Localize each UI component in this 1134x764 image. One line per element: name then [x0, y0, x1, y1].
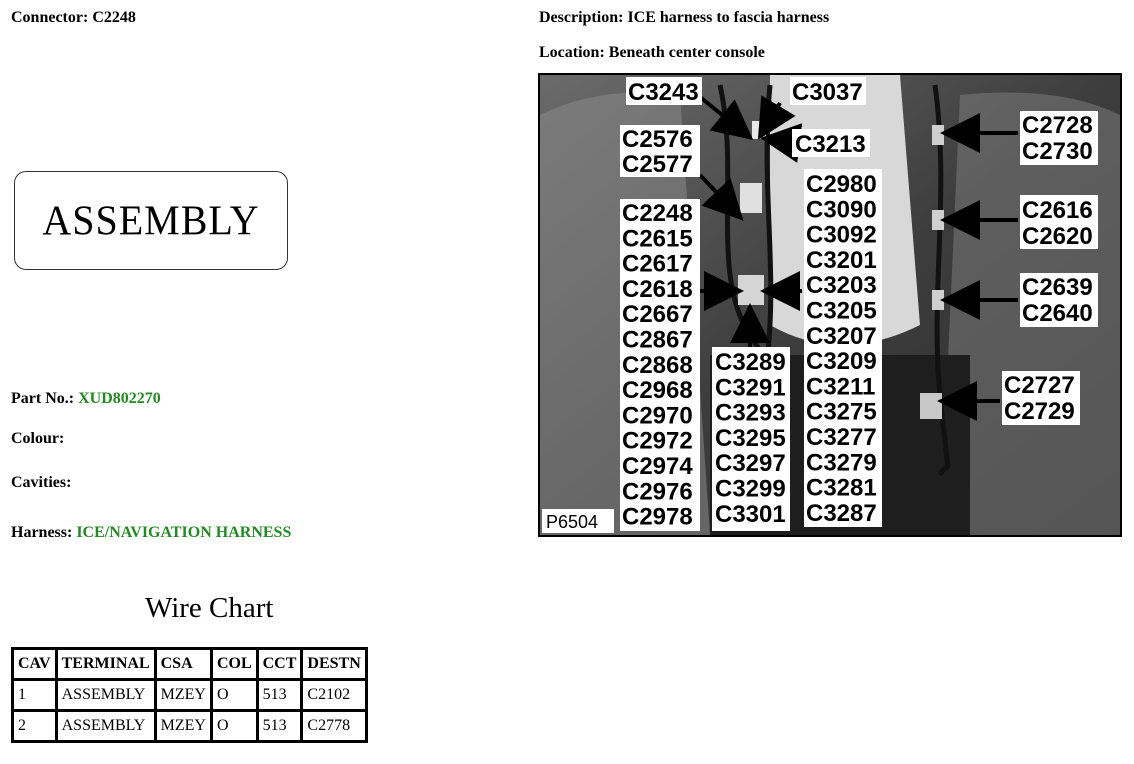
callout-c3289: C3289 — [715, 349, 786, 376]
callout-c3211: C3211 — [806, 373, 876, 401]
cell-csa: MZEY — [155, 680, 211, 711]
connector-blob — [740, 183, 762, 213]
callout-c3299: C3299 — [715, 475, 786, 503]
colour-field — [11, 430, 64, 448]
harness-field — [11, 524, 291, 542]
callout-c2727: C2727 — [1004, 372, 1075, 399]
callout-c3201: C3201 — [806, 246, 877, 274]
part-no-label: Part No.: — [11, 390, 75, 407]
header-destn: DESTN — [302, 649, 366, 680]
harness-link[interactable]: ICE/NAVIGATION HARNESS — [76, 524, 292, 541]
cell-col: O — [211, 680, 257, 711]
description-field — [539, 9, 829, 27]
location-label: Location: — [539, 44, 605, 61]
callout-c3291: C3291 — [715, 374, 786, 402]
cell-col: O — [211, 711, 257, 742]
callout-c3281: C3281 — [806, 474, 877, 502]
connector-blob — [932, 210, 944, 230]
table-header-row — [13, 649, 367, 680]
connector-blob — [738, 275, 764, 305]
callout-c3297: C3297 — [715, 450, 786, 478]
callout-c3301: C3301 — [715, 500, 786, 528]
cell-terminal: ASSEMBLY — [56, 711, 155, 742]
cell-cct: 513 — [257, 711, 302, 742]
cell-destn: C2778 — [302, 711, 366, 742]
callout-column-middle — [715, 349, 786, 528]
callout-c2728: C2728 — [1022, 112, 1093, 139]
callout-c2970: C2970 — [622, 402, 693, 430]
connector-blob — [932, 125, 944, 145]
callout-c2729: C2729 — [1004, 398, 1075, 425]
callout-c2867: C2867 — [622, 326, 693, 354]
harness-label: Harness: — [11, 524, 73, 541]
location-photo — [538, 73, 1122, 537]
callout-c2667: C2667 — [622, 301, 693, 329]
callout-c3275: C3275 — [806, 398, 877, 426]
callout-c3203: C3203 — [806, 272, 877, 300]
description-label: Description: — [539, 9, 624, 26]
callout-column-right — [806, 171, 877, 527]
connector-value: C2248 — [92, 9, 136, 26]
connector-field — [11, 9, 136, 27]
cell-cav: 1 — [13, 680, 57, 711]
callout-c2974: C2974 — [622, 453, 693, 480]
callout-c2978: C2978 — [622, 503, 693, 531]
callout-c2639: C2639 — [1022, 274, 1093, 301]
description-value: ICE harness to fascia harness — [627, 9, 830, 26]
callout-c3205: C3205 — [806, 297, 877, 325]
cavities-label: Cavities: — [11, 474, 72, 491]
callout-c2620: C2620 — [1022, 223, 1093, 250]
callout-c3293: C3293 — [715, 399, 786, 427]
callout-c3092: C3092 — [806, 221, 877, 249]
table-row — [13, 680, 367, 711]
header-terminal: TERMINAL — [56, 649, 155, 680]
cell-destn: C2102 — [302, 680, 366, 711]
callout-c2618: C2618 — [622, 275, 693, 303]
header-col: COL — [211, 649, 257, 680]
callout-c3207: C3207 — [806, 322, 877, 350]
callout-c3213: C3213 — [795, 131, 866, 158]
assembly-text: ASSEMBLY — [42, 196, 260, 245]
cell-terminal: ASSEMBLY — [56, 680, 155, 711]
callout-c2248: C2248 — [622, 200, 693, 227]
callout-c3209: C3209 — [806, 348, 877, 376]
connector-blob — [920, 393, 942, 419]
wire-chart-title: Wire Chart — [145, 592, 274, 624]
cell-csa: MZEY — [155, 711, 211, 742]
location-value: Beneath center console — [608, 44, 765, 61]
callout-c2976: C2976 — [622, 478, 693, 506]
callout-c2617: C2617 — [622, 250, 693, 278]
cell-cct: 513 — [257, 680, 302, 711]
callout-c3090: C3090 — [806, 196, 877, 224]
callout-c2868: C2868 — [622, 351, 693, 379]
header-cav: CAV — [13, 649, 57, 680]
callout-c3037: C3037 — [792, 79, 863, 106]
connector-blob — [932, 290, 944, 310]
callout-c2730: C2730 — [1022, 138, 1093, 165]
part-no-field — [11, 390, 161, 408]
callout-c2577: C2577 — [622, 151, 693, 178]
callout-c3287: C3287 — [806, 499, 877, 527]
table-row — [13, 711, 367, 742]
photo-ref: P6504 — [546, 512, 599, 532]
connector-label: Connector: — [11, 9, 89, 26]
callout-c2615: C2615 — [622, 225, 693, 253]
callout-c2616: C2616 — [1022, 197, 1093, 224]
callout-c2640: C2640 — [1022, 300, 1093, 327]
callout-c3279: C3279 — [806, 449, 877, 477]
header-csa: CSA — [155, 649, 211, 680]
colour-label: Colour: — [11, 430, 65, 447]
cell-cav: 2 — [13, 711, 57, 742]
cavities-field — [11, 474, 71, 492]
callout-c3277: C3277 — [806, 424, 877, 451]
callout-c3243: C3243 — [628, 79, 699, 106]
header-cct: CCT — [257, 649, 302, 680]
part-no-link[interactable]: XUD802270 — [78, 390, 161, 407]
callout-c2576: C2576 — [622, 126, 693, 153]
callout-column-left — [622, 200, 693, 531]
connector-assembly-image — [14, 171, 288, 270]
wire-chart-table — [11, 647, 368, 743]
callout-c2972: C2972 — [622, 427, 693, 455]
location-field — [539, 44, 765, 62]
callout-c2968: C2968 — [622, 377, 693, 405]
callout-c2980: C2980 — [806, 171, 877, 198]
callout-c3295: C3295 — [715, 424, 786, 452]
